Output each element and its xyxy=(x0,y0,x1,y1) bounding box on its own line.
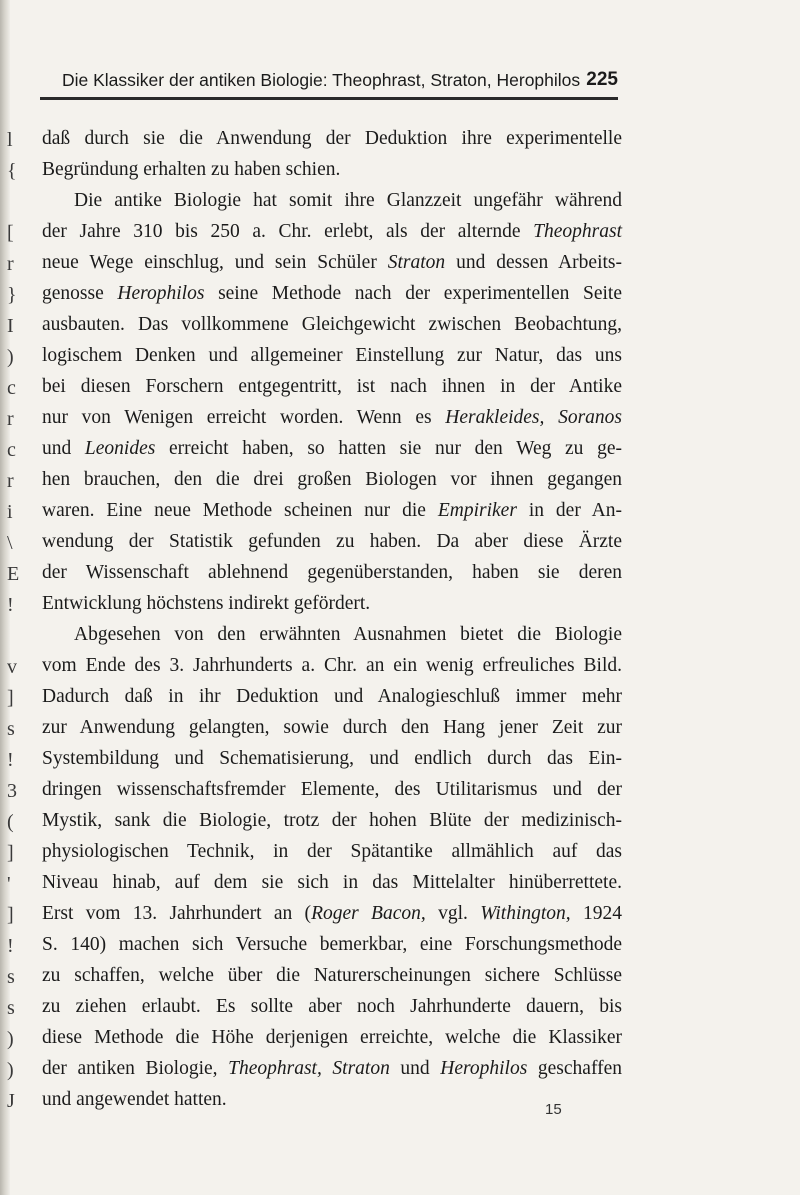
gutter-mark: ! xyxy=(7,935,14,957)
gutter-mark: J xyxy=(7,1090,15,1112)
text-line: wendung der Statistik gefunden zu haben. Da aber diese Ärzte xyxy=(42,531,622,552)
text-line: Entwicklung höchstens indirekt gefördert. xyxy=(42,593,371,614)
gutter-mark: i xyxy=(7,501,13,523)
text-line: S. 140) machen sich Versuche bemerkbar, eine Forschungsmethode xyxy=(42,934,622,955)
gutter-mark: 3 xyxy=(7,780,17,802)
italic-name: Leonides xyxy=(84,438,156,459)
gutter-mark: ' xyxy=(7,873,11,895)
text-line: und Leonides erreicht haben, so hatten sie nur den Weg zu ge- xyxy=(42,438,623,459)
gutter-mark: v xyxy=(7,656,17,678)
page-header xyxy=(62,70,618,98)
text-line: daß durch sie die Anwendung der Deduktion ihre experimentelle xyxy=(42,128,622,149)
gutter-mark: [ xyxy=(7,222,14,244)
gutter-mark: ! xyxy=(7,749,14,771)
gutter-mark: ) xyxy=(7,346,14,368)
text-line: hen brauchen, den die drei großen Biologen vor ihnen gegangen xyxy=(42,469,622,490)
italic-name: Theophrast xyxy=(533,221,622,242)
italic-name: Empiriker xyxy=(437,500,517,521)
text-line: zur Anwendung gelangten, sowie durch den Hang jener Zeit zur xyxy=(42,717,622,738)
gutter-mark: ! xyxy=(7,594,14,616)
italic-name: Herophilos xyxy=(117,283,205,304)
folio-number: 15 xyxy=(545,1101,562,1118)
gutter-mark: ] xyxy=(7,904,14,926)
gutter-bleedthrough-marks xyxy=(7,125,20,1117)
gutter-mark: { xyxy=(7,160,17,182)
text-line: logischem Denken und allgemeiner Einstellung zur Natur, das uns xyxy=(42,345,622,366)
gutter-mark: s xyxy=(7,718,15,740)
text-line: diese Methode die Höhe derjenigen erreichte, welche die Klassiker xyxy=(42,1027,622,1048)
gutter-mark: r xyxy=(7,470,14,492)
gutter-mark: ) xyxy=(7,1059,14,1081)
text-line: Dadurch daß in ihr Deduktion und Analogieschluß immer mehr xyxy=(42,686,622,707)
text-line: zu schaffen, welche über die Naturerscheinungen sichere Schlüsse xyxy=(42,965,622,986)
gutter-mark: ] xyxy=(7,687,14,709)
text-line: der Jahre 310 bis 250 a. Chr. erlebt, als der alternde Theophrast xyxy=(42,221,622,242)
gutter-mark: s xyxy=(7,997,15,1019)
text-line: Mystik, sank die Biologie, trotz der hohen Blüte der medizinisch- xyxy=(42,810,622,831)
gutter-mark: r xyxy=(7,253,14,275)
header-rule xyxy=(40,97,618,100)
text-line: waren. Eine neue Methode scheinen nur die Empiriker in der An- xyxy=(42,500,622,521)
text-line: neue Wege einschlug, und sein Schüler Straton und dessen Arbeits- xyxy=(42,252,622,273)
text-line: zu ziehen erlaubt. Es sollte aber noch Jahrhunderte dauern, bis xyxy=(42,996,622,1017)
italic-name: Herakleides, Soranos xyxy=(445,407,622,428)
text-line: Erst vom 13. Jahrhundert an (Roger Bacon, vgl. Withington, 1924 xyxy=(42,903,622,924)
text-line: Niveau hinab, auf dem sie sich in das Mittelalter hinüberrettete. xyxy=(42,872,622,893)
gutter-mark: ] xyxy=(7,842,14,864)
italic-name: Roger Bacon, xyxy=(311,903,426,924)
text-line: vom Ende des 3. Jahrhunderts a. Chr. an ein wenig erfreuliches Bild. xyxy=(42,655,622,676)
gutter-mark: \ xyxy=(7,532,13,554)
gutter-mark xyxy=(7,187,17,218)
text-line: Systembildung und Schematisierung, und endlich durch das Ein- xyxy=(42,748,622,769)
gutter-mark: E xyxy=(7,563,20,585)
text-line: genosse Herophilos seine Methode nach der experimentellen Seite xyxy=(42,283,622,304)
italic-name: Withington, xyxy=(480,903,571,924)
gutter-mark: c xyxy=(7,439,16,461)
text-line: dringen wissenschaftsfremder Elemente, des Utilitarismus und der xyxy=(42,779,622,800)
paragraph-start-line: Abgesehen von den erwähnten Ausnahmen bietet die Biologie xyxy=(74,624,622,645)
text-line: physiologischen Technik, in der Spätantike allmählich auf das xyxy=(42,841,622,862)
italic-name: Herophilos xyxy=(440,1058,528,1079)
text-line: der antiken Biologie, Theophrast, Straton und Herophilos geschaffen xyxy=(42,1058,622,1079)
text-line: Begründung erhalten zu haben schien. xyxy=(42,159,341,180)
text-line: nur von Wenigen erreicht worden. Wenn es Herakleides, Soranos xyxy=(42,407,622,428)
page-number: 225 xyxy=(586,69,618,90)
gutter-mark: I xyxy=(7,315,14,337)
gutter-mark: l xyxy=(7,129,13,151)
paragraph-start-line: Die antike Biologie hat somit ihre Glanzzeit ungefähr während xyxy=(74,190,622,211)
italic-name: Theophrast, Straton xyxy=(228,1058,390,1079)
gutter-mark xyxy=(7,621,17,652)
gutter-mark: c xyxy=(7,377,16,399)
italic-name: Straton xyxy=(387,252,446,273)
text-line: bei diesen Forschern entgegentritt, ist nach ihnen in der Antike xyxy=(42,376,622,397)
gutter-mark: ( xyxy=(7,811,14,833)
running-title: Die Klassiker der antiken Biologie: Theophrast, Straton, Herophilos xyxy=(62,70,581,90)
text-line: ausbauten. Das vollkommene Gleichgewicht zwischen Beobachtung, xyxy=(42,314,622,335)
text-line: der Wissenschaft ablehnend gegenüberstanden, haben sie deren xyxy=(42,562,622,583)
body-text xyxy=(42,123,622,1115)
gutter-mark: } xyxy=(7,284,17,306)
gutter-mark: ) xyxy=(7,1028,14,1050)
gutter-mark: r xyxy=(7,408,14,430)
gutter-mark: s xyxy=(7,966,15,988)
text-line: und angewendet hatten. xyxy=(42,1089,227,1110)
